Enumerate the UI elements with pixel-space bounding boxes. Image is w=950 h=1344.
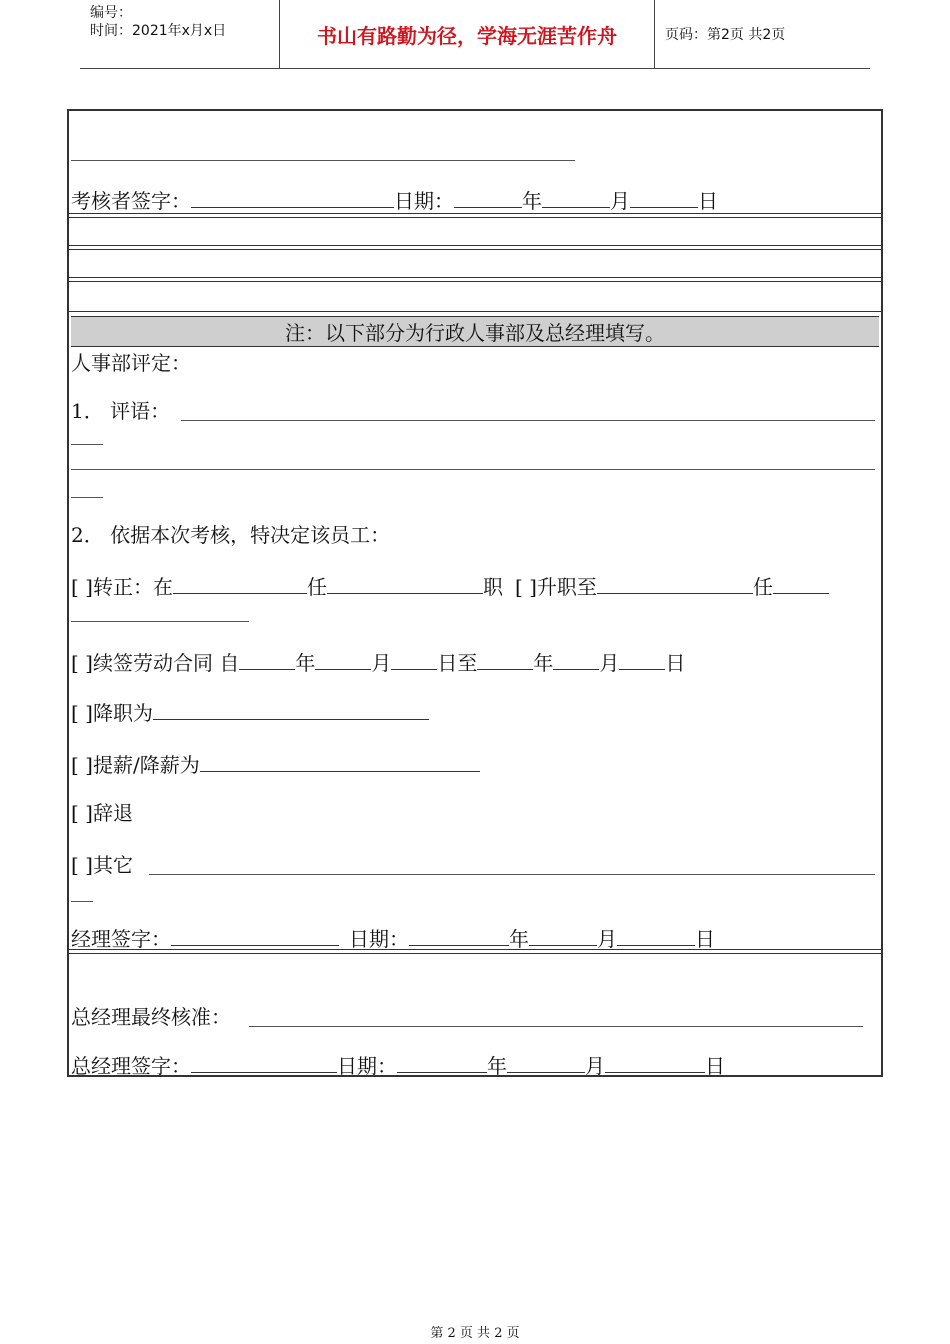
promote-dept-field[interactable] <box>597 573 753 594</box>
manager-date-label: 日期： <box>349 927 409 951</box>
header-meta <box>80 0 280 68</box>
month-label: 月 <box>371 651 392 675</box>
renew-from-year[interactable] <box>239 649 295 670</box>
salary-row <box>71 751 480 777</box>
assessor-sign-row <box>71 187 718 213</box>
other-field-wrap <box>71 901 93 902</box>
assessor-year-field[interactable] <box>454 187 522 208</box>
confirm-position-field[interactable] <box>327 573 483 594</box>
confirm-dept-field[interactable] <box>173 573 307 594</box>
gm-sign-field[interactable] <box>191 1052 337 1073</box>
row-divider <box>69 311 881 312</box>
decision-label: 2． 依据本次考核，特决定该员工： <box>71 523 391 547</box>
demote-row <box>71 699 429 725</box>
serial-label: 编号： <box>90 5 132 21</box>
comment-line-2-wrap <box>71 497 103 498</box>
month-label: 月 <box>610 189 630 213</box>
dismiss-checkbox-label[interactable]: [ ]辞退 <box>71 801 133 825</box>
gm-approve-label: 总经理最终核准： <box>71 1005 231 1029</box>
section-divider <box>69 949 881 954</box>
day-label: 日 <box>695 927 715 951</box>
appraisal-form <box>67 109 883 1077</box>
salary-field[interactable] <box>200 751 480 772</box>
assessor-month-field[interactable] <box>542 187 610 208</box>
month-label: 月 <box>585 1054 605 1078</box>
confirm-promote-row <box>71 573 829 599</box>
year-label: 年 <box>487 1054 507 1078</box>
gm-day-field[interactable] <box>605 1052 705 1073</box>
assessor-date-label: 日期： <box>394 189 454 213</box>
row-divider <box>69 213 881 218</box>
time-label: 时间：2021年x月x日 <box>90 23 227 39</box>
note-bar: 注：以下部分为行政人事部及总经理填写。 <box>71 316 879 347</box>
gm-approve-field[interactable] <box>249 1026 863 1027</box>
gm-sign-row <box>71 1052 725 1078</box>
other-field[interactable] <box>149 874 875 875</box>
month-label: 月 <box>599 651 620 675</box>
year-label: 年 <box>295 651 316 675</box>
manager-day-field[interactable] <box>617 925 695 946</box>
year-label: 年 <box>522 189 542 213</box>
comment-line-1[interactable] <box>181 420 875 421</box>
assessor-sign-label: 考核者签字： <box>71 189 191 213</box>
renew-row <box>71 649 685 675</box>
date-to-label: 日至 <box>437 651 478 675</box>
other-row <box>71 853 133 877</box>
month-label: 月 <box>597 927 617 951</box>
comment-line-1-wrap <box>71 444 103 445</box>
ren-label: 任 <box>306 575 327 599</box>
day-label: 日 <box>665 651 686 675</box>
salary-checkbox-label[interactable]: [ ]提薪/降薪为 <box>71 753 200 777</box>
hr-title: 人事部评定： <box>71 351 191 375</box>
page-header <box>80 0 870 69</box>
assessor-day-field[interactable] <box>630 187 698 208</box>
renew-to-month[interactable] <box>553 649 599 670</box>
promote-position-field[interactable] <box>773 573 829 594</box>
ren-label: 任 <box>752 575 773 599</box>
continuation-line <box>71 160 575 161</box>
manager-sign-field[interactable] <box>171 925 339 946</box>
row-divider <box>69 277 881 282</box>
renew-checkbox-label[interactable]: [ ]续签劳动合同 自 <box>71 651 240 675</box>
day-label: 日 <box>705 1054 725 1078</box>
manager-month-field[interactable] <box>529 925 597 946</box>
gm-sign-label: 总经理签字： <box>71 1054 191 1078</box>
renew-to-day[interactable] <box>619 649 665 670</box>
promote-checkbox-label[interactable]: [ ]升职至 <box>514 575 597 599</box>
gm-date-label: 日期： <box>337 1054 397 1078</box>
demote-field[interactable] <box>153 699 429 720</box>
zhi-label: 职 <box>482 575 503 599</box>
page-footer: 第 2 页 共 2 页 <box>430 1326 520 1341</box>
header-page-label: 页码：第2页 共2页 <box>665 27 786 43</box>
manager-sign-label: 经理签字： <box>71 927 171 951</box>
gm-year-field[interactable] <box>397 1052 487 1073</box>
other-checkbox-label[interactable]: [ ]其它 <box>71 853 133 877</box>
row-divider <box>69 245 881 250</box>
day-label: 日 <box>698 189 718 213</box>
manager-sign-row <box>71 925 715 951</box>
year-label: 年 <box>533 651 554 675</box>
year-label: 年 <box>509 927 529 951</box>
gm-approve-row <box>71 1005 231 1029</box>
renew-from-month[interactable] <box>315 649 371 670</box>
manager-year-field[interactable] <box>409 925 509 946</box>
comment-line-2[interactable] <box>71 469 875 470</box>
confirm-checkbox-label[interactable]: [ ]转正：在 <box>71 575 173 599</box>
demote-checkbox-label[interactable]: [ ]降职为 <box>71 701 153 725</box>
promote-position-wrap <box>71 621 249 622</box>
header-motto: 书山有路勤为径，学海无涯苦作舟 <box>280 0 655 68</box>
renew-to-year[interactable] <box>477 649 533 670</box>
gm-month-field[interactable] <box>507 1052 585 1073</box>
renew-from-day[interactable] <box>391 649 437 670</box>
comment-label: 1． 评语： <box>71 399 171 423</box>
assessor-sign-field[interactable] <box>191 187 394 208</box>
